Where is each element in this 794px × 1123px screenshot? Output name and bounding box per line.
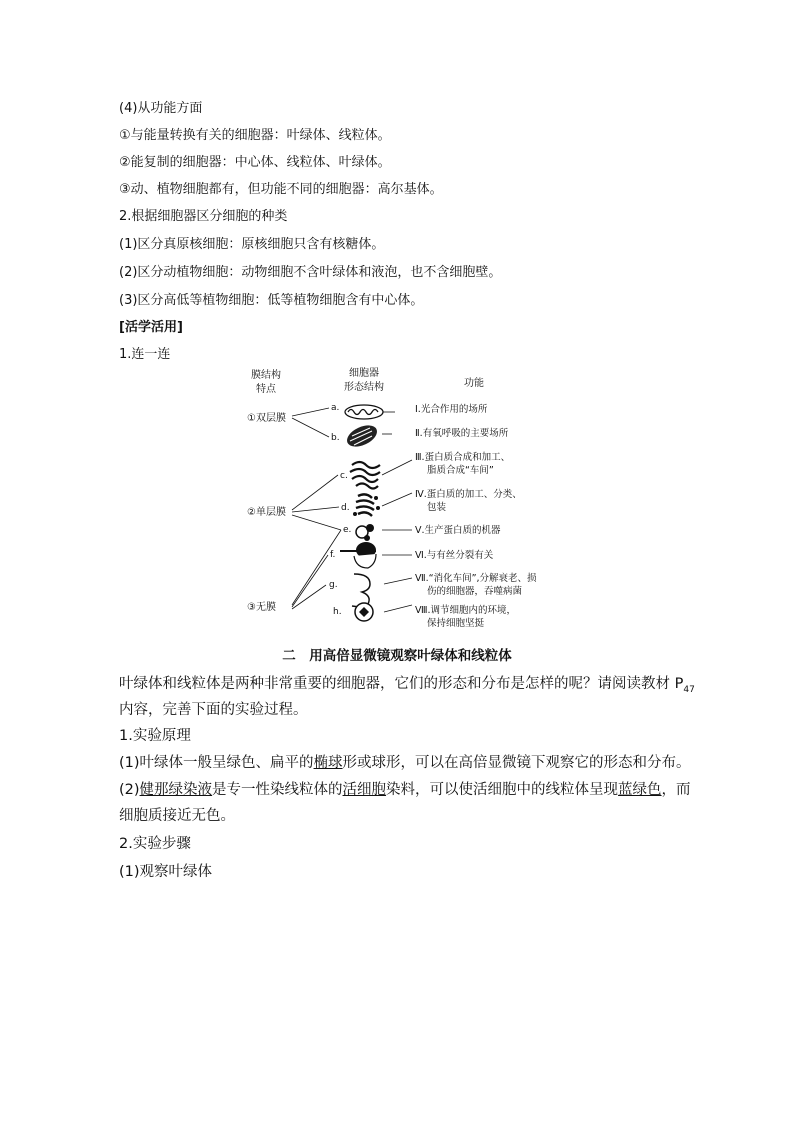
principle-2-text-d: ，而 bbox=[661, 782, 691, 798]
letter-g: g. bbox=[329, 580, 338, 590]
function-item-2: ②能复制的细胞器：中心体、线粒体、叶绿体。 bbox=[119, 155, 391, 170]
function-III-line2: 脂质合成“车间” bbox=[427, 465, 494, 476]
vacuole-icon bbox=[355, 603, 373, 621]
chloroplast-icon bbox=[344, 421, 381, 451]
principle-1 bbox=[119, 751, 691, 772]
principle-1-text-a: (1)叶绿体一般呈绿色、扁平的 bbox=[119, 755, 314, 771]
intro-line-2: 内容，完善下面的实验过程。 bbox=[119, 702, 308, 718]
membrane-col-header-1: 膜结构 bbox=[251, 370, 281, 381]
letter-d: d. bbox=[341, 503, 350, 513]
letter-a: a. bbox=[331, 403, 340, 413]
step-1: (1)观察叶绿体 bbox=[119, 864, 213, 880]
practice-question: 1.连一连 bbox=[119, 347, 171, 362]
ribosome-icon bbox=[340, 542, 376, 568]
classify-item-3: (3)区分高低等植物细胞：低等植物细胞含有中心体。 bbox=[119, 293, 424, 308]
principle-2-text-a: (2) bbox=[119, 782, 140, 798]
principle-2-blank-3: 蓝绿色 bbox=[618, 782, 662, 798]
intro-line-1 bbox=[119, 672, 695, 695]
practice-label: [活学活用] bbox=[119, 320, 183, 335]
function-III-line1: Ⅲ.蛋白质合成和加工、 bbox=[415, 452, 511, 463]
function-item-3: ③动、植物细胞都有，但功能不同的细胞器：高尔基体。 bbox=[119, 182, 443, 197]
function-VI: Ⅵ.与有丝分裂有关 bbox=[415, 550, 494, 561]
membrane-none: ③无膜 bbox=[247, 602, 276, 613]
intro-page-subscript: 47 bbox=[683, 684, 695, 695]
letter-c: c. bbox=[340, 471, 348, 481]
function-heading: (4)从功能方面 bbox=[119, 101, 203, 116]
steps-heading: 2.实验步骤 bbox=[119, 836, 191, 852]
intro-text: 叶绿体和线粒体是两种非常重要的细胞器，它们的形态和分布是怎样的呢？请阅读教材 P bbox=[119, 676, 684, 692]
principle-2-blank-2: 活细胞 bbox=[342, 782, 387, 798]
principle-1-text-b: 形或球形，可以在高倍显微镜下观察它的形态和分布。 bbox=[342, 755, 691, 771]
membrane-single: ②单层膜 bbox=[247, 507, 286, 518]
function-VIII-line1: Ⅷ.调节细胞内的环境， bbox=[415, 605, 517, 616]
principle-1-blank: 椭球 bbox=[313, 755, 343, 771]
classify-item-2: (2)区分动植物细胞：动物细胞不含叶绿体和液泡，也不含细胞壁。 bbox=[119, 265, 502, 280]
principle-2-blank-1: 健那绿染液 bbox=[139, 782, 213, 798]
principle-2-text-b: 是专一性染线粒体的 bbox=[212, 782, 343, 798]
centrosome-icon bbox=[356, 524, 374, 541]
function-IV-line1: Ⅳ.蛋白质的加工、分类、 bbox=[415, 489, 522, 500]
principle-heading: 1.实验原理 bbox=[119, 728, 191, 744]
letter-f: f. bbox=[330, 550, 336, 560]
function-II: Ⅱ.有氧呼吸的主要场所 bbox=[415, 428, 509, 439]
letter-e: e. bbox=[343, 525, 352, 535]
function-VIII-line2: 保持细胞坚挺 bbox=[427, 618, 485, 629]
function-V: Ⅴ.生产蛋白质的机器 bbox=[415, 525, 501, 536]
golgi-apparatus-icon bbox=[353, 494, 380, 516]
letter-h: h. bbox=[333, 607, 342, 617]
structure-col-header-2: 形态结构 bbox=[344, 382, 384, 393]
structure-col-header-1: 细胞器 bbox=[349, 368, 379, 379]
membrane-col-header-2: 特点 bbox=[256, 384, 276, 395]
function-I: Ⅰ.光合作用的场所 bbox=[415, 404, 488, 415]
lysosome-icon bbox=[352, 574, 370, 607]
mitochondrion-icon bbox=[345, 405, 383, 419]
letter-b: b. bbox=[331, 433, 340, 443]
function-VII-line1: Ⅶ.“消化车间”,分解衰老、损 bbox=[415, 573, 537, 584]
endoplasmic-reticulum-icon bbox=[350, 462, 380, 489]
function-item-1: ①与能量转换有关的细胞器：叶绿体、线粒体。 bbox=[119, 128, 391, 143]
function-col-header: 功能 bbox=[464, 378, 484, 389]
principle-2 bbox=[119, 778, 691, 799]
classify-heading: 2.根据细胞器区分细胞的种类 bbox=[119, 209, 288, 224]
function-IV-line2: 包装 bbox=[427, 502, 447, 513]
principle-2-text-c: 染料，可以使活细胞中的线粒体呈现 bbox=[386, 782, 619, 798]
principle-2-line-2: 细胞质接近无色。 bbox=[119, 808, 235, 824]
section-title: 二 用高倍显微镜观察叶绿体和线粒体 bbox=[282, 648, 512, 664]
classify-item-1: (1)区分真原核细胞：原核细胞只含有核糖体。 bbox=[119, 237, 385, 252]
function-VII-line2: 伤的细胞器，吞噬病菌 bbox=[427, 586, 523, 597]
membrane-double: ①双层膜 bbox=[247, 413, 286, 424]
